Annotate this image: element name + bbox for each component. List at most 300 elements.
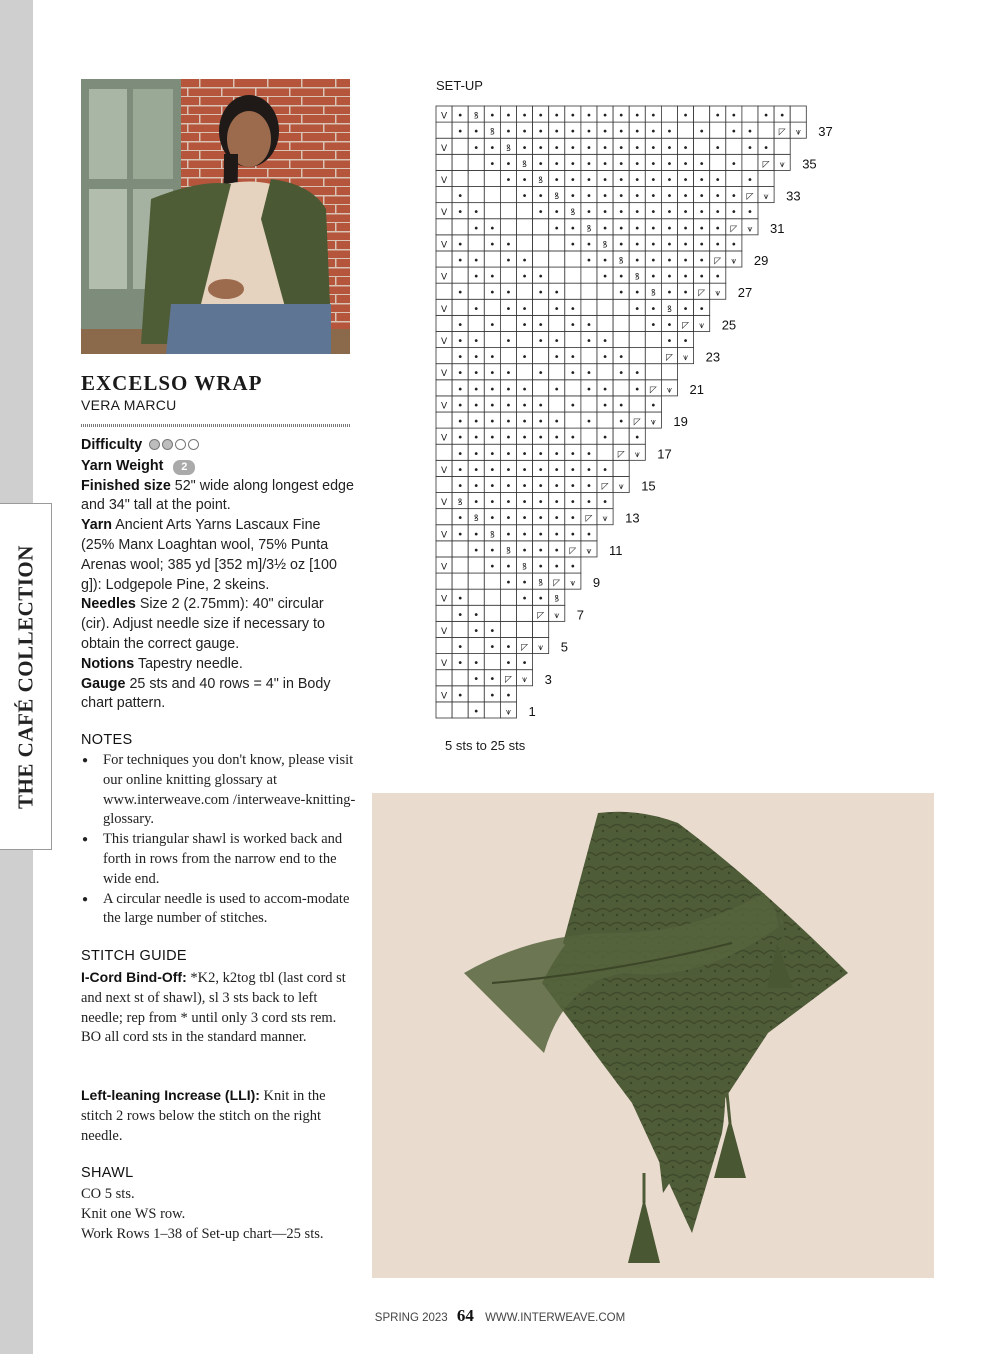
chart-symbol: • (650, 223, 657, 235)
chart-symbol: ⩛ (747, 224, 753, 235)
chart-symbol: • (473, 480, 480, 492)
chart-symbol: • (569, 174, 576, 186)
chart-symbol: • (489, 384, 496, 396)
chart-symbol: • (666, 239, 673, 251)
chart-cell (468, 315, 484, 331)
chart-symbol: • (521, 142, 528, 154)
chart-symbol: • (553, 223, 560, 235)
yarn-weight-badge: 2 (173, 460, 195, 475)
chart-cell (500, 605, 516, 621)
chart-symbol: ◸ (682, 320, 690, 331)
pattern-title: EXCELSO WRAP (81, 371, 263, 395)
chart-symbol: • (682, 303, 689, 315)
chart-cell (468, 557, 484, 573)
chart-cell (452, 541, 468, 557)
chart-symbol: • (553, 545, 560, 557)
chart-symbol: • (457, 464, 464, 476)
chart-symbol: • (569, 239, 576, 251)
chart-symbol: • (618, 223, 625, 235)
chart-symbol: • (457, 690, 464, 702)
chart-row-label: 5 (560, 639, 568, 655)
chart-symbol: • (521, 464, 528, 476)
chart-symbol: ◸ (504, 675, 512, 686)
chart-cell (500, 348, 516, 364)
chart-cell (597, 364, 613, 380)
chart-symbol: • (457, 336, 464, 348)
chart-symbol: • (650, 207, 657, 219)
chart-symbol: • (618, 191, 625, 203)
chart-symbol: • (618, 158, 625, 170)
chart-cell (533, 219, 549, 235)
chart-cell (468, 187, 484, 203)
chart-symbol: • (634, 432, 641, 444)
chart-symbol: • (489, 400, 496, 412)
chart-cell (645, 348, 661, 364)
chart-row-label: 35 (802, 156, 817, 172)
chart-symbol: • (618, 368, 625, 380)
website: WWW.INTERWEAVE.COM (485, 1312, 626, 1324)
chart-symbol: ⩛ (666, 385, 672, 396)
chart-symbol: • (569, 319, 576, 331)
chart-symbol: • (521, 480, 528, 492)
chart-symbol: • (505, 513, 512, 525)
chart-cell (468, 154, 484, 170)
chart-symbol: ◸ (698, 288, 706, 299)
chart-symbol: • (457, 207, 464, 219)
chart-symbol: ⩛ (699, 320, 705, 331)
chart-symbol: • (553, 464, 560, 476)
chart-cell (661, 106, 677, 122)
chart-cell (452, 557, 468, 573)
chart-symbol: • (537, 464, 544, 476)
chart-title: SET-UP (436, 78, 483, 93)
chart-cell (436, 315, 452, 331)
chart-symbol: • (763, 110, 770, 122)
chart-cell (597, 412, 613, 428)
chart-cell (597, 315, 613, 331)
chart-symbol: • (505, 690, 512, 702)
chart-symbol: • (585, 255, 592, 267)
chart-cell (758, 170, 774, 186)
chart-cell (710, 122, 726, 138)
chart-cell (549, 251, 565, 267)
chart-symbol: ⩛ (763, 192, 769, 203)
chart-symbol: • (553, 126, 560, 138)
chart-symbol: • (634, 207, 641, 219)
chart-symbol: ⩛ (650, 417, 656, 428)
chart-symbol: • (585, 319, 592, 331)
chart-symbol: • (537, 561, 544, 573)
chart-symbol: • (618, 207, 625, 219)
chart-symbol: • (569, 223, 576, 235)
chart-symbol: • (537, 480, 544, 492)
chart-symbol: • (521, 352, 528, 364)
chart-symbol: ◸ (585, 514, 593, 525)
chart-symbol: • (489, 271, 496, 283)
chart-symbol: • (602, 223, 609, 235)
chart-symbol: V (440, 337, 448, 348)
chart-cell (565, 283, 581, 299)
chart-symbol: • (537, 207, 544, 219)
finished-size-value: 52" wide along longest edge and 34" tall at the point. (81, 477, 354, 514)
chart-symbol: • (585, 126, 592, 138)
chart-cell (517, 621, 533, 637)
chart-symbol: ⩛ (586, 546, 592, 557)
chart-symbol: V (440, 401, 448, 412)
chart-cell (533, 348, 549, 364)
notions-label: Notions (81, 655, 135, 672)
chart-symbol: • (569, 191, 576, 203)
chart-cell (517, 331, 533, 347)
chart-symbol: • (602, 142, 609, 154)
notes-item: ● For techniques you don't know, please visit our online knitting glossary at www.interweave.com /interweave-knitting-glossary. (81, 751, 356, 830)
chart-cell (613, 299, 629, 315)
chart-symbol: • (650, 303, 657, 315)
chart-cell (500, 267, 516, 283)
chart-symbol: • (505, 416, 512, 428)
chart-symbol: • (730, 110, 737, 122)
chart-cell (613, 428, 629, 444)
chart-symbol: • (569, 432, 576, 444)
chart-cell (742, 154, 758, 170)
chart-cell (533, 380, 549, 396)
chart-cell (694, 138, 710, 154)
chart-symbol: • (457, 110, 464, 122)
chart-symbol: • (666, 174, 673, 186)
chart-cell (484, 187, 500, 203)
chart-symbol: ⩛ (505, 707, 511, 718)
chart-symbol: • (650, 110, 657, 122)
chart-symbol: • (473, 271, 480, 283)
chart-symbol: • (666, 287, 673, 299)
chart-symbol: • (602, 384, 609, 396)
chart-cell (436, 670, 452, 686)
chart-symbol: ◸ (537, 610, 545, 621)
chart-symbol: • (489, 625, 496, 637)
chart-symbol: • (521, 448, 528, 460)
chart-symbol: • (489, 674, 496, 686)
chart-symbol: • (714, 223, 721, 235)
chart-symbol: ꝸ (554, 192, 560, 203)
chart-symbol: • (505, 561, 512, 573)
chart-symbol: • (553, 287, 560, 299)
chart-cell (468, 637, 484, 653)
chart-symbol: • (666, 319, 673, 331)
chart-symbol: • (585, 207, 592, 219)
chart-symbol: • (457, 448, 464, 460)
chart-symbol: • (457, 191, 464, 203)
chart-row-label: 37 (818, 124, 833, 140)
chart-symbol: ◸ (762, 159, 770, 170)
chart-cell (565, 380, 581, 396)
shawl-photo (372, 793, 934, 1278)
chart-symbol: • (473, 352, 480, 364)
chart-cell (484, 331, 500, 347)
shawl-line: CO 5 sts. (81, 1186, 135, 1202)
chart-symbol: • (682, 255, 689, 267)
chart-symbol: V (440, 594, 448, 605)
chart-symbol: • (473, 658, 480, 670)
chart-symbol: V (440, 304, 448, 315)
chart-symbol: • (634, 255, 641, 267)
chart-symbol: • (569, 497, 576, 509)
chart-symbol: • (489, 448, 496, 460)
chart-symbol: • (537, 400, 544, 412)
chart-cell (517, 605, 533, 621)
chart-cell (452, 573, 468, 589)
chart-symbol: ꝸ (554, 594, 560, 605)
chart-cell (452, 170, 468, 186)
chart-symbol: • (553, 158, 560, 170)
chart-row-label: 1 (528, 703, 536, 719)
chart-symbol: • (521, 303, 528, 315)
chart-symbol: • (585, 529, 592, 541)
chart-cell (613, 460, 629, 476)
chart-symbol: • (489, 513, 496, 525)
chart-cell (452, 219, 468, 235)
chart-symbol: • (489, 287, 496, 299)
chart-symbol: • (634, 158, 641, 170)
chart-symbol: • (521, 255, 528, 267)
chart-symbol: ◸ (746, 192, 754, 203)
chart-symbol: • (714, 271, 721, 283)
chart-symbol: • (489, 239, 496, 251)
chart-symbol: V (440, 530, 448, 541)
chart-row-label: 17 (657, 446, 672, 462)
chart-row-label: 9 (592, 575, 601, 591)
chart-symbol: • (650, 174, 657, 186)
difficulty-label: Difficulty (81, 437, 143, 453)
chart-symbol: • (763, 142, 770, 154)
chart-cell (517, 219, 533, 235)
chart-symbol: ◸ (665, 353, 673, 364)
chart-symbol: • (602, 271, 609, 283)
chart-symbol: V (440, 272, 448, 283)
chart-cell (436, 541, 452, 557)
chart-symbol: • (537, 142, 544, 154)
chart-cell (484, 589, 500, 605)
chart-symbol: • (521, 174, 528, 186)
chart-symbol: • (457, 287, 464, 299)
chart-cell (597, 299, 613, 315)
chart-symbol: V (440, 240, 448, 251)
chart-symbol: • (553, 303, 560, 315)
finished-size-label: Finished size (81, 477, 171, 494)
chart-symbol: • (569, 126, 576, 138)
chart-cell (517, 283, 533, 299)
chart-cell (581, 428, 597, 444)
chart-symbol: • (537, 529, 544, 541)
chart-symbol: • (537, 336, 544, 348)
chart-symbol: • (569, 110, 576, 122)
chart-cell (484, 702, 500, 718)
chart-symbol: • (553, 336, 560, 348)
gauge-value: 25 sts and 40 rows = 4" in Body chart pattern. (81, 675, 331, 712)
chart-symbol: ꝸ (457, 498, 463, 509)
chart-symbol: • (537, 497, 544, 509)
chart-symbol: • (746, 126, 753, 138)
chart-symbol: ⩛ (779, 159, 785, 170)
chart-symbol: • (602, 158, 609, 170)
chart-symbol: • (714, 207, 721, 219)
chart-symbol: • (489, 368, 496, 380)
chart-symbol: • (618, 142, 625, 154)
chart-symbol: ꝸ (586, 224, 592, 235)
chart-symbol: • (457, 126, 464, 138)
chart-symbol: • (521, 416, 528, 428)
chart-cell (581, 267, 597, 283)
chart-symbol: • (457, 529, 464, 541)
chart-cell (468, 686, 484, 702)
chart-symbol: • (537, 545, 544, 557)
chart-cell (581, 348, 597, 364)
chart-symbol: • (698, 223, 705, 235)
chart-symbol: • (473, 545, 480, 557)
chart-symbol: • (489, 464, 496, 476)
chart-symbol: ꝸ (538, 578, 544, 589)
chart-symbol: ꝸ (570, 208, 576, 219)
chart-symbol: • (505, 336, 512, 348)
chart-symbol: • (521, 545, 528, 557)
chart-symbol: ⩛ (795, 127, 801, 138)
chart-symbol: • (569, 561, 576, 573)
chart-symbol: • (457, 658, 464, 670)
chart-row-label: 19 (673, 414, 688, 430)
chart-cell (500, 203, 516, 219)
chart-symbol: • (489, 545, 496, 557)
chart-cell (436, 187, 452, 203)
chart-symbol: • (602, 207, 609, 219)
chart-symbol: • (457, 513, 464, 525)
shawl-heading: SHAWL (81, 1165, 134, 1181)
needles-label: Needles (81, 596, 136, 613)
chart-symbol: • (682, 158, 689, 170)
chart-symbol: ◸ (617, 449, 625, 460)
chart-symbol: • (457, 368, 464, 380)
chart-symbol: • (473, 400, 480, 412)
chart-symbol: V (440, 369, 448, 380)
chart-cell (549, 267, 565, 283)
chart-symbol: • (505, 658, 512, 670)
chart-cell (629, 331, 645, 347)
chart-symbol: V (440, 691, 448, 702)
chart-symbol: ⩛ (731, 256, 737, 267)
chart-symbol: • (682, 191, 689, 203)
chart-symbol: • (473, 448, 480, 460)
chart-symbol: • (698, 191, 705, 203)
chart-symbol: • (666, 255, 673, 267)
chart-symbol: • (505, 303, 512, 315)
chart-symbol: • (634, 191, 641, 203)
chart-symbol: • (585, 464, 592, 476)
chart-symbol: • (553, 110, 560, 122)
chart-symbol: • (505, 497, 512, 509)
chart-symbol: V (440, 111, 448, 122)
chart-symbol: ꝸ (473, 111, 479, 122)
chart-cell (790, 106, 806, 122)
chart-cell (726, 138, 742, 154)
gauge-label: Gauge (81, 675, 126, 692)
chart-symbol: • (634, 110, 641, 122)
chart-symbol: V (440, 208, 448, 219)
chart-symbol: V (440, 659, 448, 670)
chart-symbol: • (457, 642, 464, 654)
chart-symbol: • (553, 384, 560, 396)
chart-symbol: ⩛ (522, 675, 528, 686)
chart-symbol: • (634, 223, 641, 235)
chart-row-label: 27 (737, 285, 753, 301)
chart-cell (436, 348, 452, 364)
chart-symbol: ⩛ (634, 449, 640, 460)
chart-symbol: • (569, 142, 576, 154)
chart-symbol: ◸ (730, 224, 738, 235)
chart-row-label: 29 (753, 253, 769, 269)
chart-symbol: • (473, 464, 480, 476)
chart-symbol: • (553, 480, 560, 492)
chart-cell (613, 331, 629, 347)
chart-symbol: V (440, 143, 448, 154)
chart-symbol: • (473, 609, 480, 621)
chart-symbol: • (473, 706, 480, 718)
chart-cell (468, 235, 484, 251)
chart-symbol: • (505, 158, 512, 170)
chart-cell (500, 315, 516, 331)
chart-symbol: • (602, 191, 609, 203)
chart-symbol: • (537, 287, 544, 299)
chart-symbol: • (489, 110, 496, 122)
chart-row-label: 11 (609, 542, 623, 558)
chart-symbol: • (650, 239, 657, 251)
chart-symbol: ◸ (569, 546, 577, 557)
chart-symbol: • (634, 142, 641, 154)
chart-symbol: • (618, 287, 625, 299)
chart-symbol: • (698, 239, 705, 251)
chart-cell (468, 589, 484, 605)
needles-value: Size 2 (2.75mm): 40" circular (cir). Adjust needle size if necessary to obtain the correct gauge. (81, 596, 325, 652)
chart-symbol: • (521, 577, 528, 589)
chart-cell (678, 122, 694, 138)
section-tab-label: THE CAFÉ COLLECTION (13, 544, 37, 809)
chart-cell (549, 235, 565, 251)
chart-cell (436, 154, 452, 170)
chart-symbol: ◸ (633, 417, 641, 428)
chart-symbol: • (618, 174, 625, 186)
chart-symbol: • (569, 368, 576, 380)
chart-cell (500, 621, 516, 637)
chart-symbol: • (473, 497, 480, 509)
chart-symbol: ⩛ (683, 353, 689, 364)
chart-symbol: • (537, 593, 544, 605)
chart-symbol: • (682, 336, 689, 348)
chart-symbol: • (569, 303, 576, 315)
chart-cell (500, 219, 516, 235)
chart-symbol: • (505, 577, 512, 589)
chart-symbol: • (521, 593, 528, 605)
chart-symbol: • (698, 126, 705, 138)
lli-label: Left-leaning Increase (LLI): (81, 1087, 260, 1103)
chart-cell (436, 509, 452, 525)
chart-symbol: • (569, 513, 576, 525)
chart-symbol: • (730, 158, 737, 170)
chart-symbol: • (553, 207, 560, 219)
chart-symbol: • (505, 464, 512, 476)
chart-symbol: • (698, 174, 705, 186)
chart-symbol: • (682, 207, 689, 219)
chart-symbol: V (440, 626, 448, 637)
chart-symbol: • (473, 416, 480, 428)
chart-symbol: • (585, 416, 592, 428)
chart-symbol: • (473, 207, 480, 219)
